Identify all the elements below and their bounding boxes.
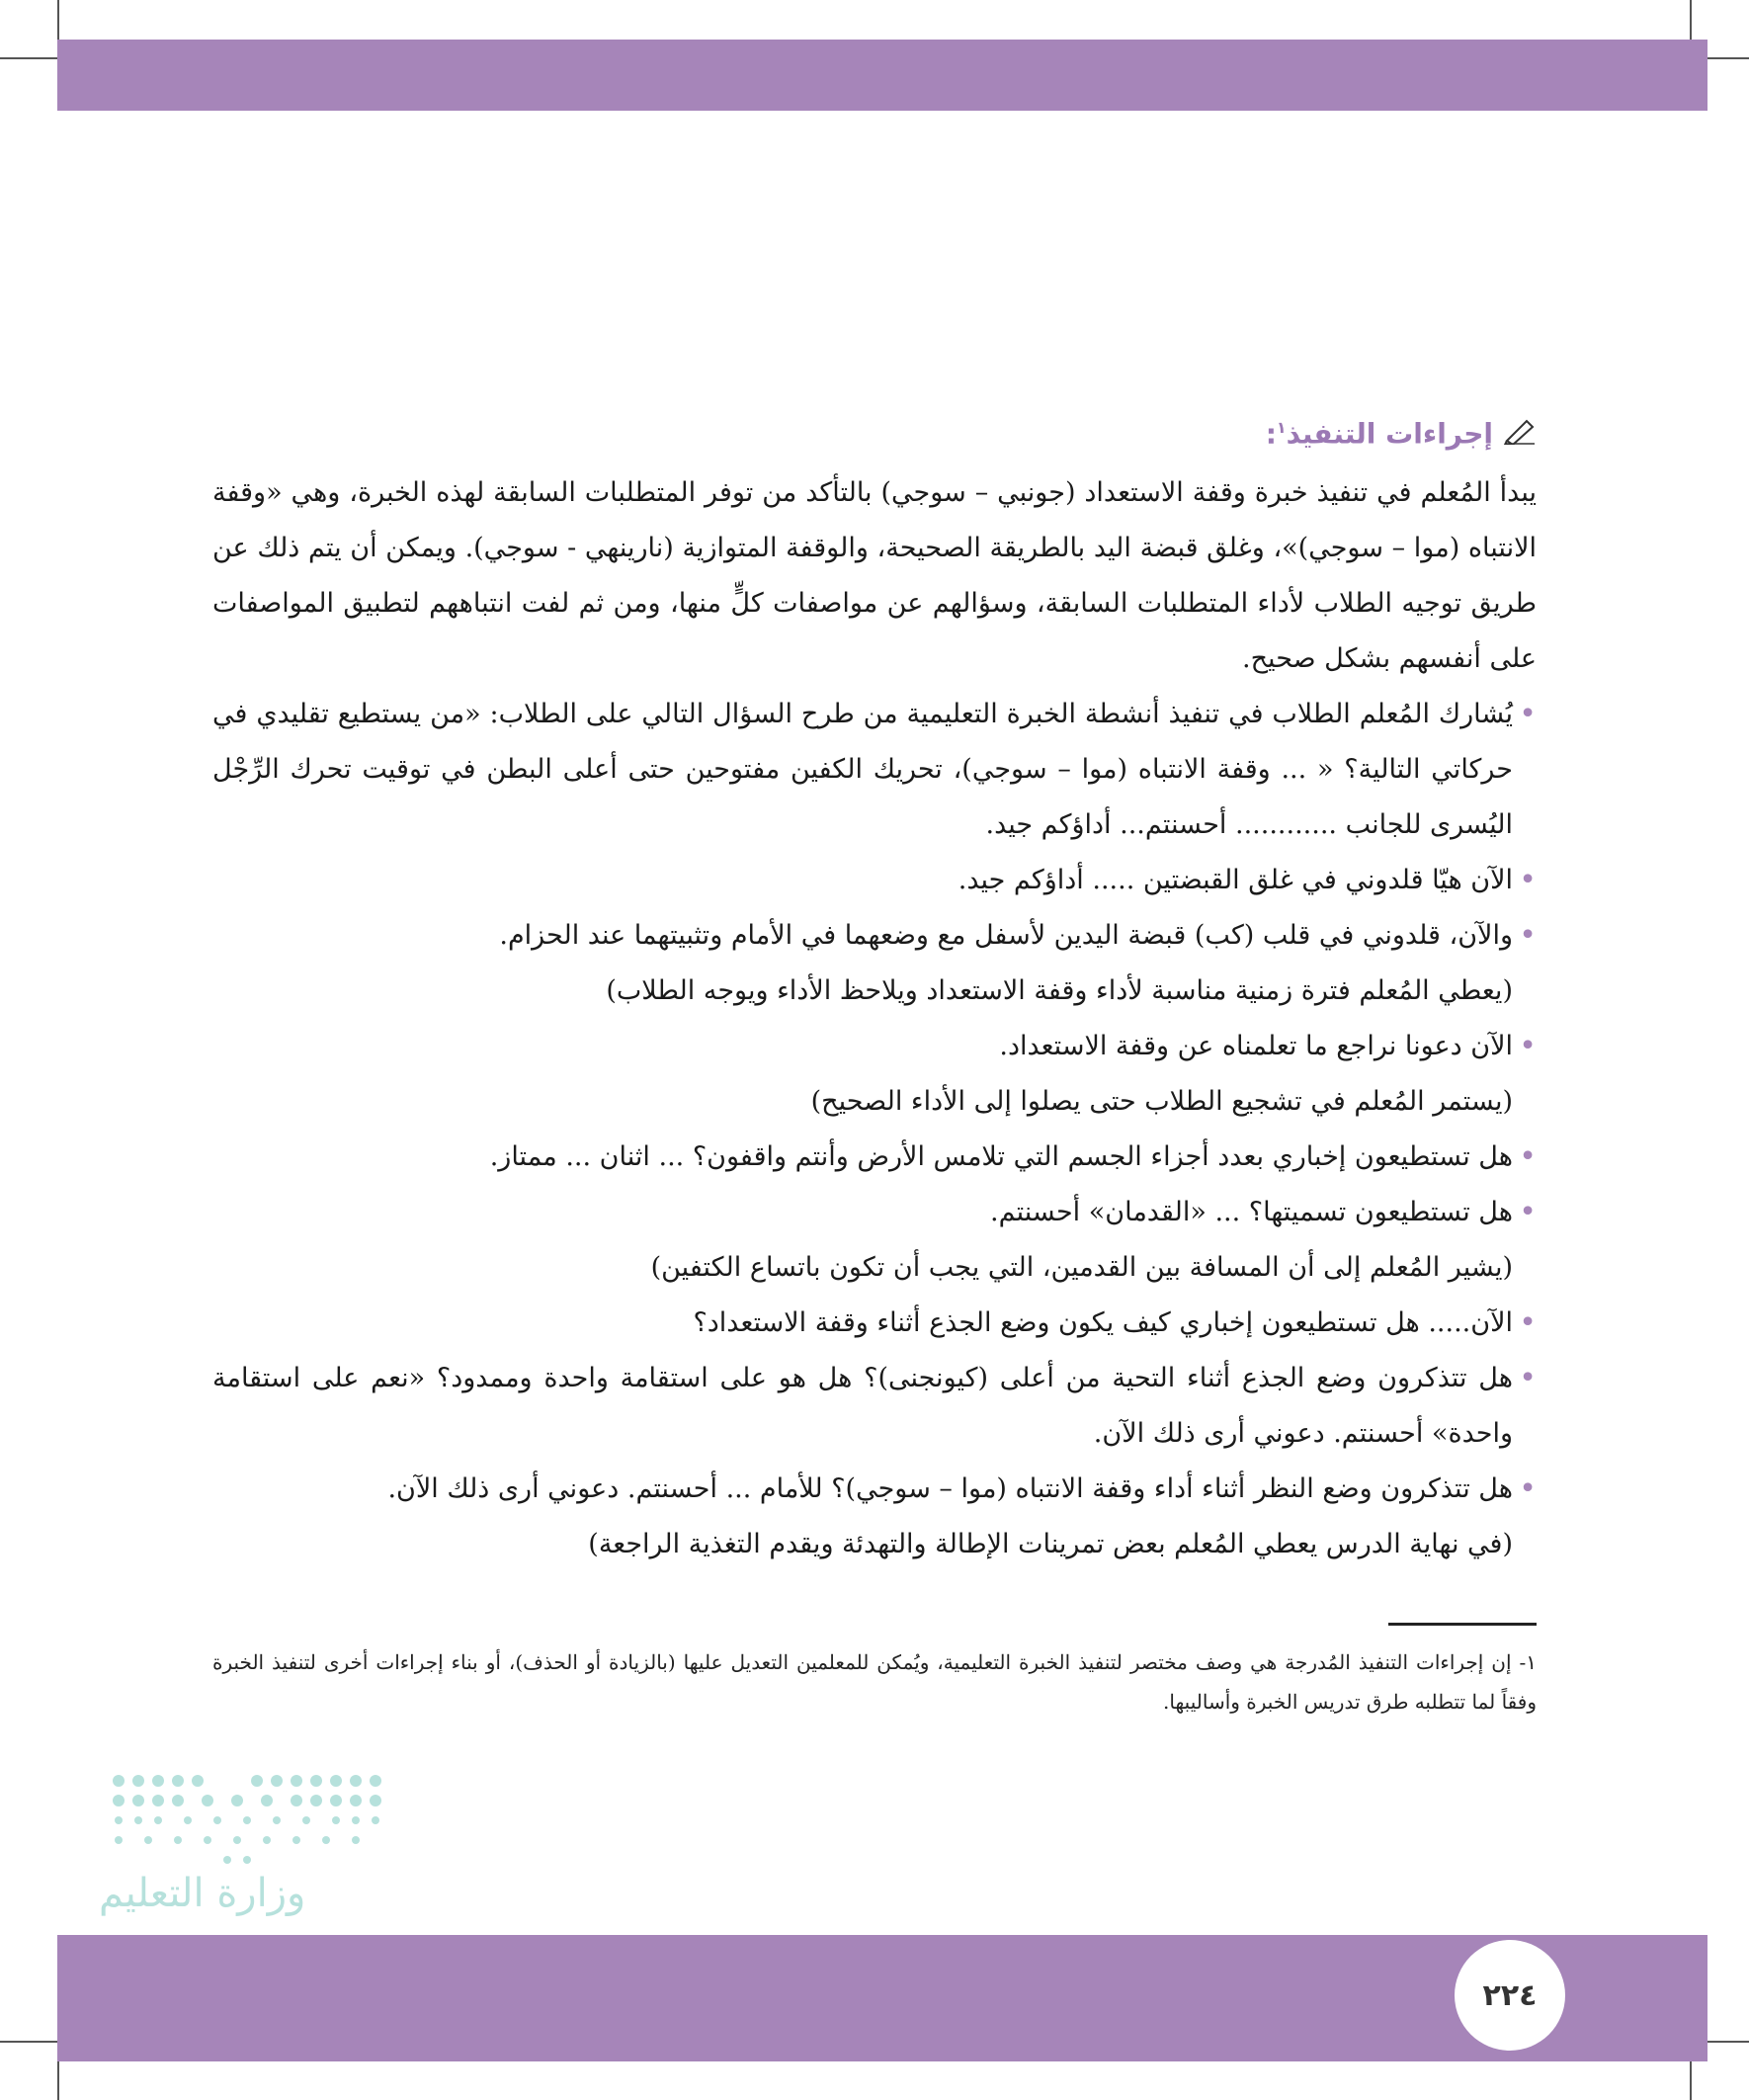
- logo-dot: [233, 1836, 241, 1844]
- logo-dot: [152, 1795, 164, 1806]
- logo-dot: [144, 1836, 152, 1844]
- logo-dot: [243, 1816, 251, 1824]
- bullet-item: • الآن..... هل تستطيعون إخباري كيف يكون وضع الجذع أثناء وقفة الاستعداد؟: [212, 1296, 1537, 1351]
- logo-dot: [261, 1795, 273, 1806]
- logo-dot: [174, 1836, 182, 1844]
- pencil-writing-icon: [1503, 417, 1537, 445]
- bullet-item: • والآن، قلدوني في قلب (كب) قبضة اليدين لأسفل مع وضعهما في الأمام وتثبيتهما عند الحزام.: [212, 908, 1537, 964]
- teacher-note: (يشير المُعلم إلى أن المسافة بين القدمين، التي يجب أن تكون باتساع الكتفين): [650, 1252, 1513, 1284]
- logo-dot: [310, 1775, 322, 1787]
- teacher-note: (يستمر المُعلم في تشجيع الطلاب حتى يصلوا إلى الأداء الصحيح): [810, 1086, 1513, 1118]
- logo-dot: [213, 1816, 221, 1824]
- logo-dot: [154, 1816, 162, 1824]
- bullet-item: • الآن هيّا قلدوني في غلق القبضتين ..... أداؤكم جيد.: [212, 853, 1537, 908]
- logo-dot: [302, 1816, 310, 1824]
- logo-dot: [172, 1795, 184, 1806]
- logo-dot: [372, 1816, 379, 1824]
- logo-dot: [352, 1816, 360, 1824]
- footnote-ref: ١: [1276, 418, 1287, 437]
- logo-dot: [172, 1775, 184, 1787]
- logo-dot: [115, 1836, 123, 1844]
- ministry-logo-text: وزارة التعليم: [99, 1871, 306, 1916]
- logo-dot: [113, 1795, 125, 1806]
- logo-dot: [352, 1836, 360, 1844]
- logo-dot: [292, 1836, 300, 1844]
- logo-dot: [330, 1775, 342, 1787]
- logo-dot: [350, 1795, 362, 1806]
- logo-dot: [370, 1795, 381, 1806]
- logo-dot: [263, 1836, 271, 1844]
- logo-dot: [134, 1816, 142, 1824]
- teacher-note: (في نهاية الدرس يعطي المُعلم بعض تمرينات الإطالة والتهدئة ويقدم التغذية الراجعة): [588, 1529, 1513, 1560]
- logo-dot: [184, 1816, 192, 1824]
- logo-dot: [291, 1795, 302, 1806]
- logo-dot: [310, 1795, 322, 1806]
- section-heading: [212, 400, 1537, 462]
- logo-dot: [322, 1836, 330, 1844]
- logo-dot: [271, 1775, 283, 1787]
- bullet-item: • الآن دعونا نراجع ما تعلمناه عن وقفة الاستعداد.: [212, 1019, 1537, 1074]
- footnote-text: ١- إن إجراءات التنفيذ المُدرجة هي وصف مختصر لتنفيذ الخبرة التعليمية، ويُمكن للمعلمين التعديل عليها (بالزيادة أو الحذف)، أو بناء إجراءات أخرى لتنفيذ الخبرة وفقاً لما تتطلبه طرق تدريس الخبرة وأساليبها.: [212, 1650, 1537, 1714]
- top-header-band: [57, 40, 1707, 111]
- logo-dot: [330, 1795, 342, 1806]
- logo-dot: [152, 1775, 164, 1787]
- procedure-list: [212, 687, 1537, 1572]
- logo-dot: [204, 1836, 211, 1844]
- bullet-item: • هل تتذكرون وضع الجذع أثناء التحية من أعلى (كيونجنى)؟ هل هو على استقامة واحدة وممدود؟ «نعم على استقامة واحدة» أحسنتم. دعوني أرى ذلك الآن.: [212, 1351, 1537, 1462]
- bullet-item: • هل تستطيعون تسميتها؟ ... «القدمان» أحسنتم.: [212, 1185, 1537, 1240]
- logo-dot: [332, 1816, 340, 1824]
- bullet-item: • يُشارك المُعلم الطلاب في تنفيذ أنشطة الخبرة التعليمية من طرح السؤال التالي على الطلاب: «من يستطيع تقليدي في حركاتي التالية؟ « ... وقفة الانتباه (موا – سوجي)، تحريك الكفين مفتوحين حتى أعلى البطن في توقيت تحرك الرِّجْل اليُسرى للجانب ............ أحسنتم... أداؤكم جيد.: [212, 687, 1537, 853]
- logo-dot: [273, 1816, 281, 1824]
- logo-dot: [113, 1775, 125, 1787]
- bullet-item: • هل تتذكرون وضع النظر أثناء أداء وقفة الانتباه (موا – سوجي)؟ للأمام ... أحسنتم. دعوني أرى ذلك الآن.: [212, 1462, 1537, 1517]
- footnote-divider: [1388, 1623, 1537, 1626]
- logo-dot: [132, 1775, 144, 1787]
- logo-dot: [132, 1795, 144, 1806]
- main-content: [212, 400, 1537, 1572]
- logo-dot: [251, 1775, 263, 1787]
- logo-dot: [291, 1775, 302, 1787]
- intro-paragraph: يبدأ المُعلم في تنفيذ خبرة وقفة الاستعداد (جونبي – سوجي) بالتأكد من توفر المتطلبات السابقة لهذه الخبرة، وهي «وقفة الانتباه (موا – سوجي)»، وغلق قبضة اليد بالطريقة الصحيحة، والوقفة المتوازية (نارينهي - سوجي). ويمكن أن يتم ذلك عن طريق توجيه الطلاب لأداء المتطلبات السابقة، وسؤالهم عن مواصفات كلٍّ منها، ومن ثم لفت انتباههم لتطبيق المواصفات على أنفسهم بشكل صحيح.: [212, 477, 1537, 675]
- logo-dot: [223, 1856, 231, 1864]
- logo-dot: [231, 1795, 243, 1806]
- section-heading-text: إجراءات التنفيذ$^١$:: [1265, 417, 1493, 451]
- logo-dot: [202, 1795, 213, 1806]
- logo-dot: [370, 1775, 381, 1787]
- bullet-item: • هل تستطيعون إخباري بعدد أجزاء الجسم التي تلامس الأرض وأنتم واقفون؟ ... اثنان ... ممتاز.: [212, 1130, 1537, 1185]
- logo-dot: [243, 1856, 251, 1864]
- page-number: ٢٢٤: [1455, 1940, 1565, 2051]
- logo-dot: [192, 1775, 204, 1787]
- logo-dot: [115, 1816, 123, 1824]
- logo-dot: [350, 1775, 362, 1787]
- teacher-note: (يعطي المُعلم فترة زمنية مناسبة لأداء وقفة الاستعداد ويلاحظ الأداء ويوجه الطلاب): [606, 975, 1513, 1007]
